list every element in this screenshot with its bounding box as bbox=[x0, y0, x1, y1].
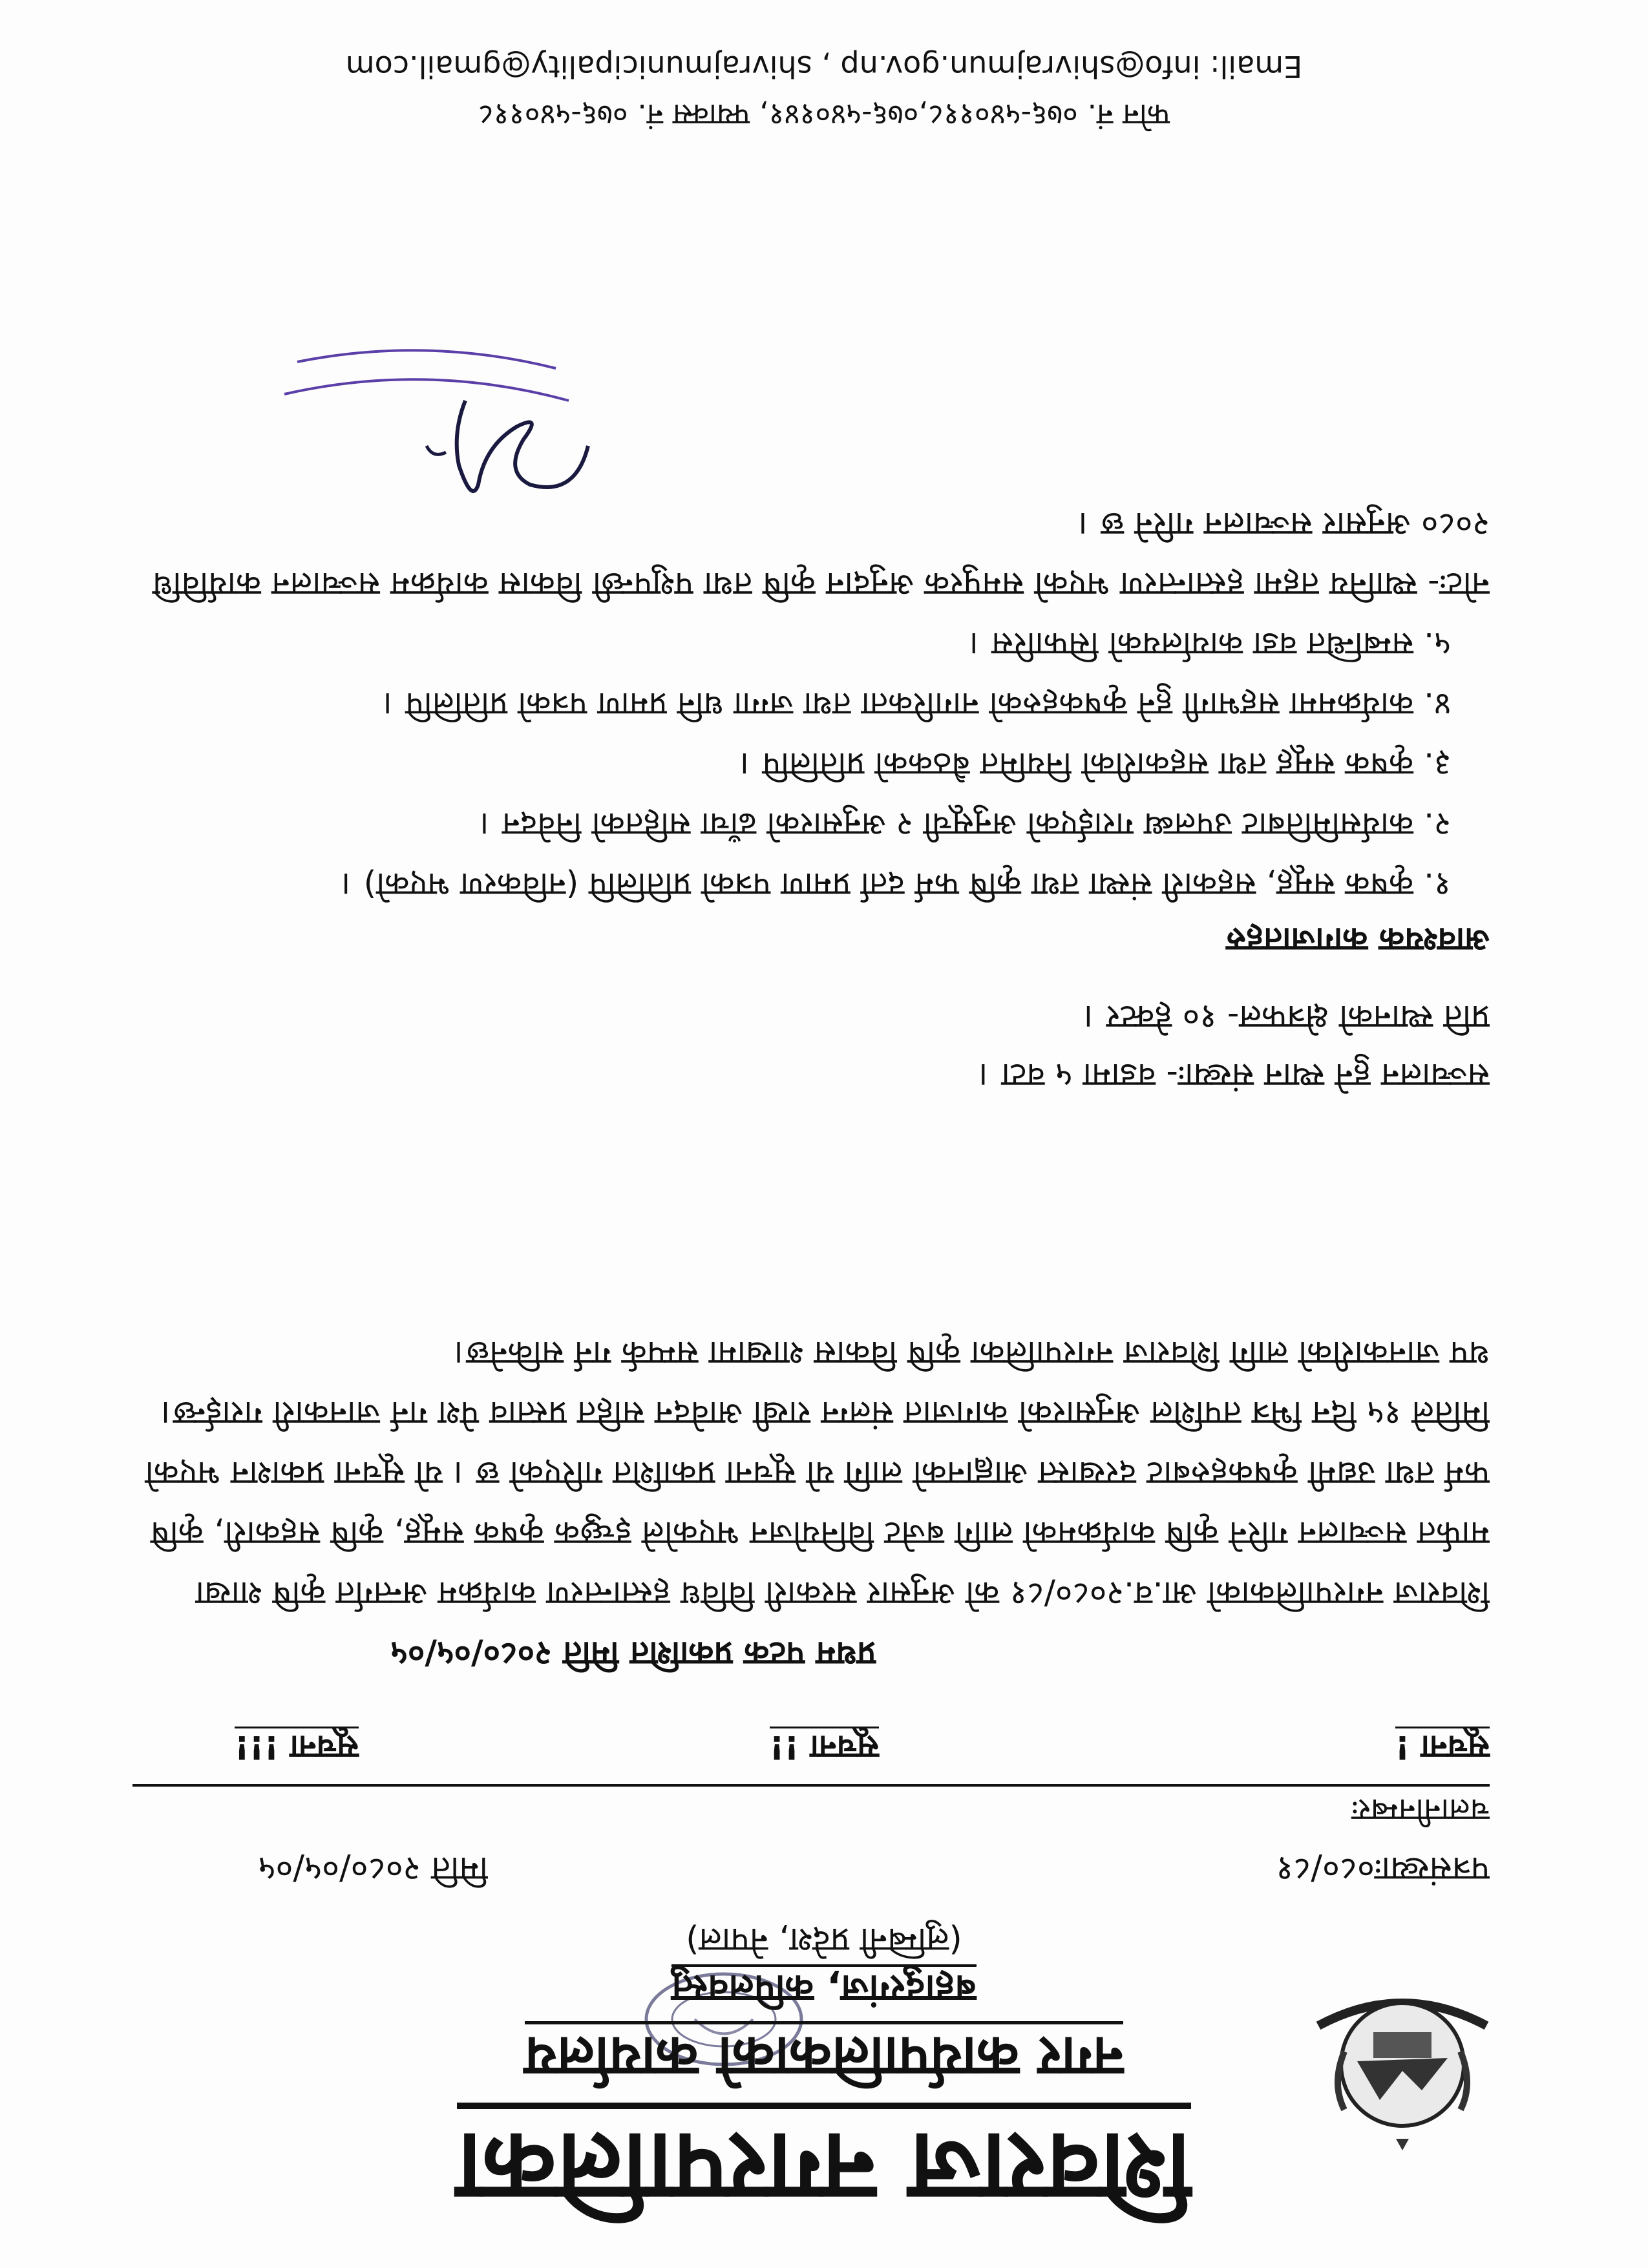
notice-label: सूचना !!! bbox=[235, 1727, 359, 1770]
signatory-stamp bbox=[278, 342, 575, 420]
reference-number: पत्रसंख्याः०८०/८१ bbox=[1276, 1849, 1490, 1888]
documents-list bbox=[100, 614, 1490, 914]
dispatch-number: चलानीनम्बरः bbox=[1351, 1792, 1490, 1828]
publication-date-line: प्रथम पटक प्रकाशित मिति २०८०/०५/०५ bbox=[390, 1634, 876, 1672]
list-item: २. कार्यसमितिबाट उपलब्ध गराईएको अनुसूची २ अनुसारको ढाँचा सहितको निवेदन । bbox=[480, 806, 1451, 843]
note-text: नोटः- स्थानिय तहमा हस्तान्तरण भएको समपुरक अनुदान कृषि तथा पशुपन्छी विकास कार्यक्रम सञ्चालन कार्यविधि २०८० अनुसार सञ्चालन गरिने छ । bbox=[152, 505, 1490, 603]
site-count: सञ्चालन हुने स्थान संख्याः- वडामा ५ वटा । bbox=[978, 1056, 1490, 1094]
municipality-title: शिवराज नगरपालिका bbox=[0, 2119, 1648, 2216]
header-divider bbox=[132, 1784, 1490, 1787]
letter-date: मिति २०८०/०५/०५ bbox=[258, 1849, 488, 1888]
office-address: बहादुरगंज, कपिलवस्तु bbox=[0, 1965, 1648, 2016]
contact-phone: फोन नं. ०७६-५४०११८,०७६-५४०१४१, फ्याक्स नं. ०७६-५४०११८ bbox=[478, 98, 1170, 132]
office-name: नगर कार्यपालिकाको कार्यालय bbox=[0, 2021, 1648, 2097]
province-line: (लुम्बिनी प्रदेश, नेपाल) bbox=[686, 1920, 962, 1959]
documents-heading: आवश्यक कागजातहरु bbox=[1226, 920, 1490, 958]
list-item: ३. कृषक समूह तथा सहकारीको नियमित बैठकको प्रतिलिपि । bbox=[739, 746, 1451, 783]
notice-body bbox=[139, 1323, 1490, 1683]
list-item: ५. सम्बन्धित वडा कार्यालयको सिफारिस । bbox=[969, 625, 1451, 663]
notice-label: सूचना ! bbox=[1395, 1727, 1490, 1770]
notice-label: सूचना !! bbox=[770, 1727, 879, 1770]
area-per-site: प्रति स्थानको क्षेत्रफल- १० हेक्टर । bbox=[1083, 998, 1490, 1036]
notice-paragraph: शिवराज नगरपालिकाको आ.व.२०८०/८१ को अनुसार सरकारी विविध हस्तान्तरण कार्यक्रम अन्तर्गत कृषि शाखा मार्फत सञ्चालन गरिने कृषि कार्यक्रमको लागि बजेट विनियोजन भएकोले इच्छुक कृषक समूह, कृषि सहकारी, कृषि फर्म तथा उद्यमी कृषकहरुबाट दरखास्त आह्वानको लागि यो सूचना प्रकाशित गरिएको छ । यो सूचना प्रकाशन भएको मितिले १५ दिन भित्र तपशिल अनुसारको कागजात संलग्न राखी आवेदन सहित प्रस्ताव पेश गर्न जानकारी गराईन्छ। थप जानकारीको लागि शिवराज नगरपालिका कृषि विकास शाखामा सम्पर्क गर्न सकिनेछ। bbox=[145, 1334, 1490, 1612]
list-item: ४. कार्यक्रममा सहभागी हुने कृषकहरुको नागरिकता तथा जग्गा धनि प्रमाण पत्रको प्रतिलिपि । bbox=[383, 686, 1451, 723]
list-item: १. कृषक समूह, सहकारी संस्था तथा कृषि फर्म दर्ता प्रमाण पत्रको प्रतिलिपि (नविकरण भएको) । bbox=[341, 866, 1451, 903]
contact-email: Email: info@shivrajmun.gov.np , shivrajmunicipality@gmail.com bbox=[345, 49, 1303, 84]
